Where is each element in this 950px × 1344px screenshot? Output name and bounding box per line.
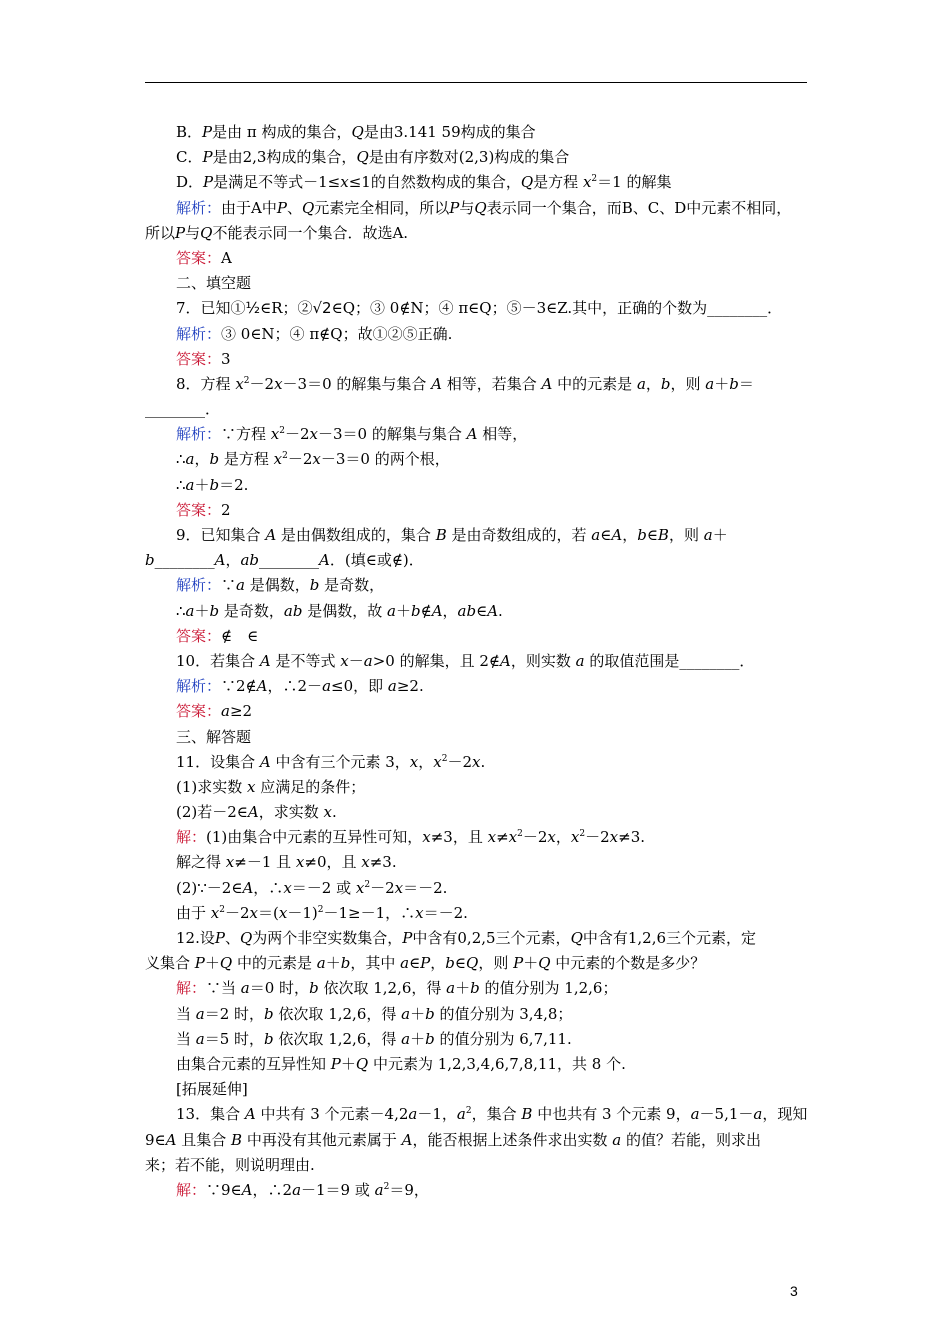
text-line bbox=[145, 750, 807, 775]
text-line bbox=[145, 800, 807, 825]
line-text: D．P是满足不等式－1≤x≤1的自然数构成的集合，Q是方程 $x^2=1$ 的解集 bbox=[176, 173, 672, 192]
text-line bbox=[145, 170, 807, 195]
line-text: 由于 $x^2-2x=(x-1)^2-1\ge-1$，∴x＝－2. bbox=[176, 903, 468, 922]
line-text: ∴a，b 是方程 $x^2-2x-3=0$ 的两个根， bbox=[176, 450, 450, 469]
text-line bbox=[145, 1102, 807, 1127]
text-line bbox=[145, 901, 807, 926]
answer-label: 答案： bbox=[176, 500, 222, 519]
line-text: 所以P与Q不能表示同一个集合．故选A. bbox=[145, 223, 409, 242]
text-line bbox=[145, 1077, 807, 1102]
text-line bbox=[145, 699, 807, 724]
line-text: a≥2 bbox=[221, 702, 253, 721]
text-line bbox=[145, 951, 807, 976]
line-text: [拓展延伸] bbox=[176, 1080, 248, 1099]
answer-label: 答案： bbox=[176, 248, 222, 267]
answer-label: 解： bbox=[176, 828, 207, 847]
text-line bbox=[145, 1178, 807, 1203]
text-line bbox=[145, 725, 807, 750]
line-text: b________A，ab________A．(填∈或∉)． bbox=[145, 551, 424, 570]
line-text: ∵9∈A，∴2a－1＝9 或 $a^2=9$， bbox=[206, 1180, 429, 1199]
answer-label: 答案： bbox=[176, 702, 222, 721]
text-line bbox=[145, 825, 807, 850]
text-line bbox=[145, 976, 807, 1001]
text-line bbox=[145, 120, 807, 145]
line-text: C．P是由2,3构成的集合，Q是由有序数对(2,3)构成的集合 bbox=[176, 148, 570, 167]
line-text: 9．已知集合 A 是由偶数组成的，集合 B 是由奇数组成的，若 a∈A，b∈B，则 a＋ bbox=[176, 526, 728, 544]
line-text: ∴a＋b 是奇数，ab 是偶数，故 a＋b∉A，ab∈A. bbox=[176, 601, 503, 620]
analysis-label: 解析： bbox=[176, 425, 222, 444]
line-text: ∴a＋b＝2. bbox=[176, 475, 249, 494]
text-line bbox=[145, 271, 807, 296]
page-content bbox=[145, 120, 807, 1203]
line-text: 当 a＝2 时，b 依次取 1,2,6，得 a＋b 的值分别为 3,4,8； bbox=[176, 1004, 573, 1023]
text-line bbox=[145, 850, 807, 875]
answer-label: 解： bbox=[176, 1180, 207, 1199]
answer-label: 答案： bbox=[176, 349, 222, 368]
header-rule bbox=[145, 82, 807, 83]
answer-label: 答案： bbox=[176, 626, 222, 645]
text-line bbox=[145, 1153, 807, 1178]
line-text: 二、填空题 bbox=[176, 274, 252, 293]
text-line bbox=[145, 876, 807, 901]
text-line bbox=[145, 221, 807, 246]
line-text: ∉ ∈ bbox=[221, 626, 259, 645]
line-text: (1)求实数 x 应满足的条件； bbox=[176, 777, 366, 796]
line-text: 13．集合 A 中共有 3 个元素－4,2a－1，$a^2$，集合 B 中也共有 3 个元素 9，a－5,1－a，现知 bbox=[176, 1105, 807, 1124]
answer-label: 解： bbox=[176, 979, 207, 998]
text-line bbox=[145, 145, 807, 170]
line-text: 9∈A 且集合 B 中再没有其他元素属于 A，能否根据上述条件求出实数 a 的值？若能，则求出 bbox=[145, 1130, 761, 1149]
text-line bbox=[145, 624, 807, 649]
line-text: 10．若集合 A 是不等式 x－a>0 的解集，且 2∉A，则实数 a 的取值范围是________． bbox=[176, 651, 755, 670]
line-text: (2)∵－2∈A，∴x＝－2 或 $x^2-2x=-2$. bbox=[176, 878, 448, 897]
line-text: 12.设P、Q为两个非空实数集合，P中含有0,2,5三个元素，Q中含有1,2,6三个元素，定 bbox=[176, 929, 757, 947]
text-line bbox=[145, 196, 807, 221]
text-line bbox=[145, 473, 807, 498]
text-line bbox=[145, 347, 807, 372]
line-text: ∵方程 $x^2-2x-3=0$ 的解集与集合 A 相等， bbox=[221, 425, 528, 444]
line-text: ∵2∉A，∴2－a≤0，即 a≥2. bbox=[221, 677, 424, 696]
line-text: 2 bbox=[221, 500, 231, 519]
text-line bbox=[145, 1052, 807, 1077]
line-text: A bbox=[221, 248, 232, 267]
analysis-label: 解析： bbox=[176, 677, 222, 696]
line-text: 3 bbox=[221, 349, 231, 368]
line-text: 由于A中P、Q元素完全相同，所以P与Q表示同一个集合，而B、C、D中元素不相同， bbox=[221, 198, 792, 217]
line-text: (2)若－2∈A，求实数 x. bbox=[176, 803, 337, 822]
line-text: 当 a＝5 时，b 依次取 1,2,6，得 a＋b 的值分别为 6,7,11. bbox=[176, 1029, 572, 1048]
line-text: 义集合 P＋Q 中的元素是 a＋b，其中 a∈P，b∈Q，则 P＋Q 中元素的个数是多少？ bbox=[145, 954, 706, 973]
text-line bbox=[145, 674, 807, 699]
line-text: (1)由集合中元素的互异性可知，x≠3，且 $x\ne x^2-2x$，$x^2-2x\ne 3$. bbox=[206, 828, 646, 847]
text-line bbox=[145, 649, 807, 674]
text-line bbox=[145, 397, 807, 422]
text-line bbox=[145, 548, 807, 573]
text-line bbox=[145, 322, 807, 347]
line-text: ∵a 是偶数，b 是奇数， bbox=[221, 576, 385, 595]
line-text: ③ 0∈N；④ π∉Q；故①②⑤正确. bbox=[221, 324, 453, 343]
line-text: ∵当 a＝0 时，b 依次取 1,2,6，得 a＋b 的值分别为 1,2,6； bbox=[206, 979, 618, 998]
line-text: ________． bbox=[145, 400, 221, 419]
text-line bbox=[145, 498, 807, 523]
analysis-label: 解析： bbox=[176, 576, 222, 595]
text-line bbox=[145, 296, 807, 321]
analysis-label: 解析： bbox=[176, 198, 222, 217]
text-line bbox=[145, 599, 807, 624]
text-line bbox=[145, 775, 807, 800]
line-text: 由集合元素的互异性知 P＋Q 中元素为 1,2,3,4,6,7,8,11，共 8 个. bbox=[176, 1054, 626, 1073]
text-line bbox=[145, 523, 807, 548]
page-number: 3 bbox=[790, 1283, 798, 1299]
text-line bbox=[145, 447, 807, 472]
text-line bbox=[145, 422, 807, 447]
line-text: 8．方程 $x^2-2x-3=0$ 的解集与集合 A 相等，若集合 A 中的元素是 a，b，则 a＋b＝ bbox=[176, 374, 754, 393]
text-line bbox=[145, 1128, 807, 1153]
line-text: 解之得 x≠－1 且 x≠0，且 x≠3. bbox=[176, 853, 397, 872]
text-line bbox=[145, 926, 807, 951]
line-text: B．P是由 π 构成的集合，Q是由3.141 59构成的集合 bbox=[176, 123, 536, 141]
text-line bbox=[145, 246, 807, 271]
line-text: 来；若不能，则说明理由. bbox=[145, 1155, 315, 1174]
text-line bbox=[145, 1027, 807, 1052]
line-text: 11．设集合 A 中含有三个元素 3，x，$x^2-2x$. bbox=[176, 752, 486, 771]
text-line bbox=[145, 372, 807, 397]
text-line bbox=[145, 1002, 807, 1027]
line-text: 三、解答题 bbox=[176, 727, 252, 746]
text-line bbox=[145, 573, 807, 598]
line-text: 7．已知①½∈R；②√2∈Q；③ 0∉N；④ π∈Q；⑤－3∈Z.其中，正确的个数为________． bbox=[176, 299, 783, 318]
analysis-label: 解析： bbox=[176, 324, 222, 343]
